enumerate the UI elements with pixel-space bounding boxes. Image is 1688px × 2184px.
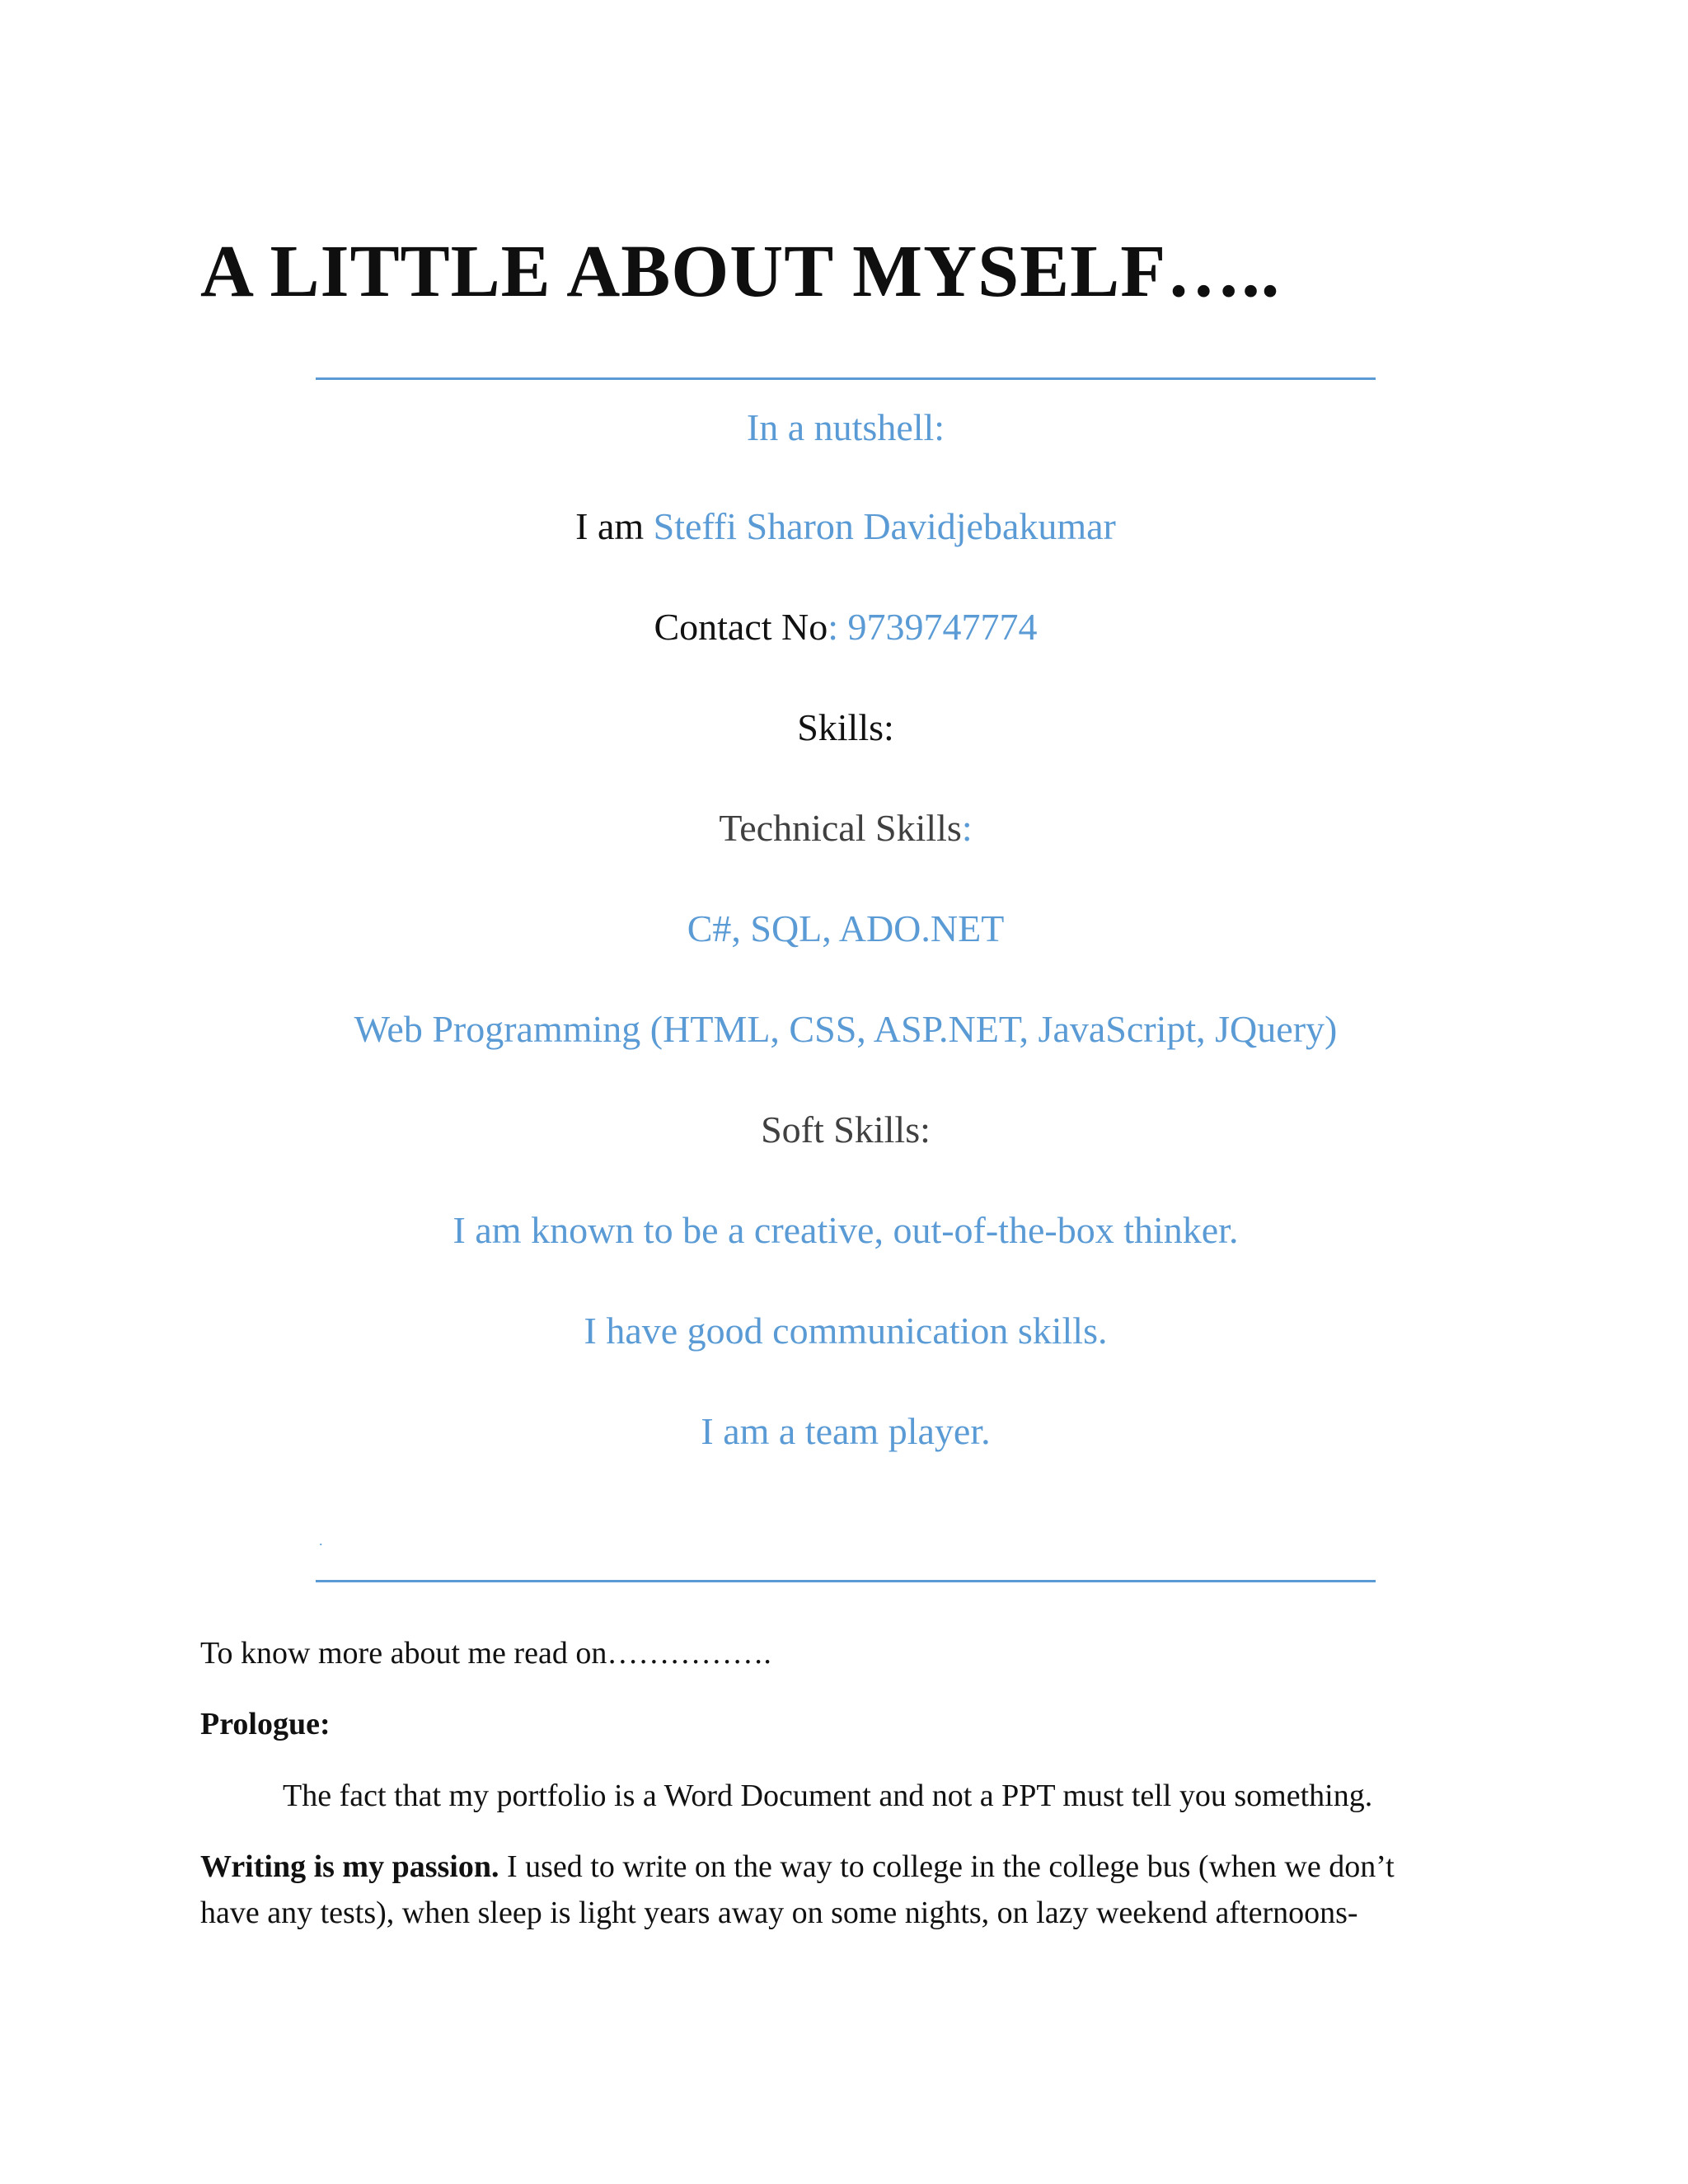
technical-skill-item: Web Programming (HTML, CSS, ASP.NET, JavaScript, JQuery) xyxy=(354,1008,1338,1050)
soft-skill-item: I am known to be a creative, out-of-the-box thinker. xyxy=(452,1209,1239,1251)
technical-skills-label: Technical Skills xyxy=(719,807,962,849)
contact-separator: : xyxy=(828,606,848,648)
technical-skill-item: C#, SQL, ADO.NET xyxy=(687,907,1005,949)
passion-text: I used to write on the way to college in the college bus (when we don’t xyxy=(499,1849,1395,1884)
read-on-line: To know more about me read on……………. xyxy=(200,1636,771,1671)
nutshell-section xyxy=(316,380,1376,1580)
bottom-divider xyxy=(316,1580,1376,1582)
page-title: A LITTLE ABOUT MYSELF….. xyxy=(200,231,1281,312)
prologue-heading xyxy=(200,1708,331,1740)
technical-skills-colon: : xyxy=(961,807,973,849)
prologue-paragraph: The fact that my portfolio is a Word Document and not a PPT must tell you something. xyxy=(283,1779,1373,1813)
passion-line-2: have any tests), when sleep is light years away on some nights, on lazy weekend afternoons- xyxy=(200,1896,1358,1930)
technical-skills-heading xyxy=(316,809,1376,847)
contact-line xyxy=(316,608,1376,646)
name-line xyxy=(316,505,1376,547)
prologue-label: Prologue: xyxy=(200,1707,331,1741)
soft-skill-item: I am a team player. xyxy=(701,1410,991,1452)
nutshell-label: In a nutshell: xyxy=(746,406,945,448)
soft-skill-item: I have good communication skills. xyxy=(584,1310,1108,1352)
passion-line-1 xyxy=(200,1851,1395,1882)
person-name: Steffi Sharon Davidjebakumar xyxy=(653,505,1116,547)
contact-number: 9739747774 xyxy=(847,606,1038,648)
contact-label: Contact No xyxy=(654,606,828,648)
soft-skills-label: Soft Skills: xyxy=(761,1108,931,1151)
stray-dot: . xyxy=(319,1532,323,1549)
passion-bold: Writing is my passion. xyxy=(200,1849,499,1884)
name-prefix: I am xyxy=(575,505,654,547)
skills-label: Skills: xyxy=(797,706,894,748)
